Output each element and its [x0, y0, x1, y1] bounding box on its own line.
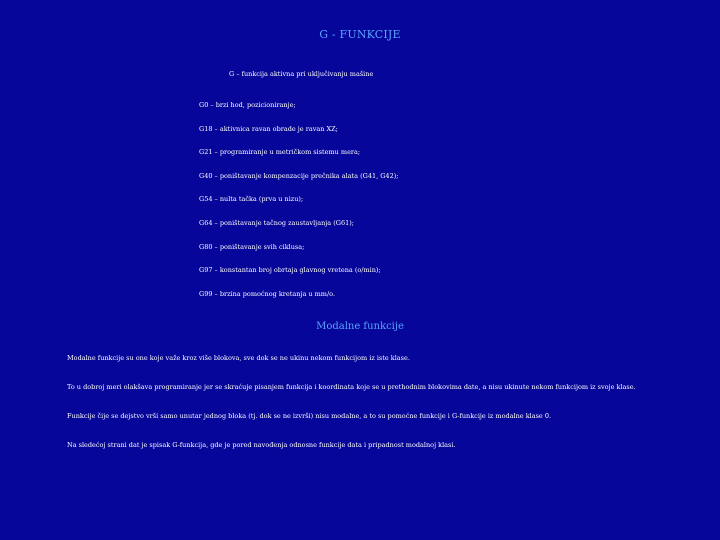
section-heading: Modalne funkcije — [316, 321, 404, 332]
list-item: G99 – brzina pomoćnog kretanja u mm/o. — [199, 289, 336, 298]
g-function-list — [199, 101, 398, 313]
page-title: G - FUNKCIJE — [319, 28, 401, 41]
list-item: G54 – nulta tačka (prva u nizu); — [199, 195, 304, 204]
list-item: G64 – poništavanje tačnog zaustavljanja (G61); — [199, 218, 354, 227]
list-item: G40 – poništavanje kompenzacije prečnika alata (G41, G42); — [199, 171, 399, 180]
paragraph: Funkcije čije se dejstvo vrši samo unutar jednog bloka (tj. dok se ne izvrši) nisu modalne, a to su pomoćne funkcije i G-funkcije iz modalne klase 0. — [67, 412, 552, 420]
list-item: G21 – programiranje u metričkom sistemu mera; — [199, 148, 361, 157]
list-item: G80 – poništavanje svih ciklusa; — [199, 242, 305, 251]
intro-text: G – funkcija aktivna pri uključivanju mašine — [229, 70, 374, 78]
list-item: G97 – konstantan broj obrtaja glavnog vretena (o/min); — [199, 266, 381, 275]
list-item: G0 – brzi hod, pozicioniranje; — [199, 101, 296, 109]
body-text — [67, 349, 687, 465]
paragraph: Na sledećoj strani dat je spisak G-funkcija, gde je pored navođenja odnosne funkcije data i pripadnost modalnoj klasi. — [67, 441, 456, 449]
list-item: G18 – aktivnica ravan obrade je ravan XZ; — [199, 124, 338, 133]
paragraph: Modalne funkcije su one koje važe kroz više blokova, sve dok se ne ukinu nekom funkcijom iz iste klase. — [67, 354, 410, 362]
paragraph: To u dobroj meri olakšava programiranje jer se skraćuje pisanjem funkcija i koordinata koje se u prethodnim blokovima date, a nisu ukinute nekom funkcijom iz svoje klase. — [67, 383, 636, 391]
